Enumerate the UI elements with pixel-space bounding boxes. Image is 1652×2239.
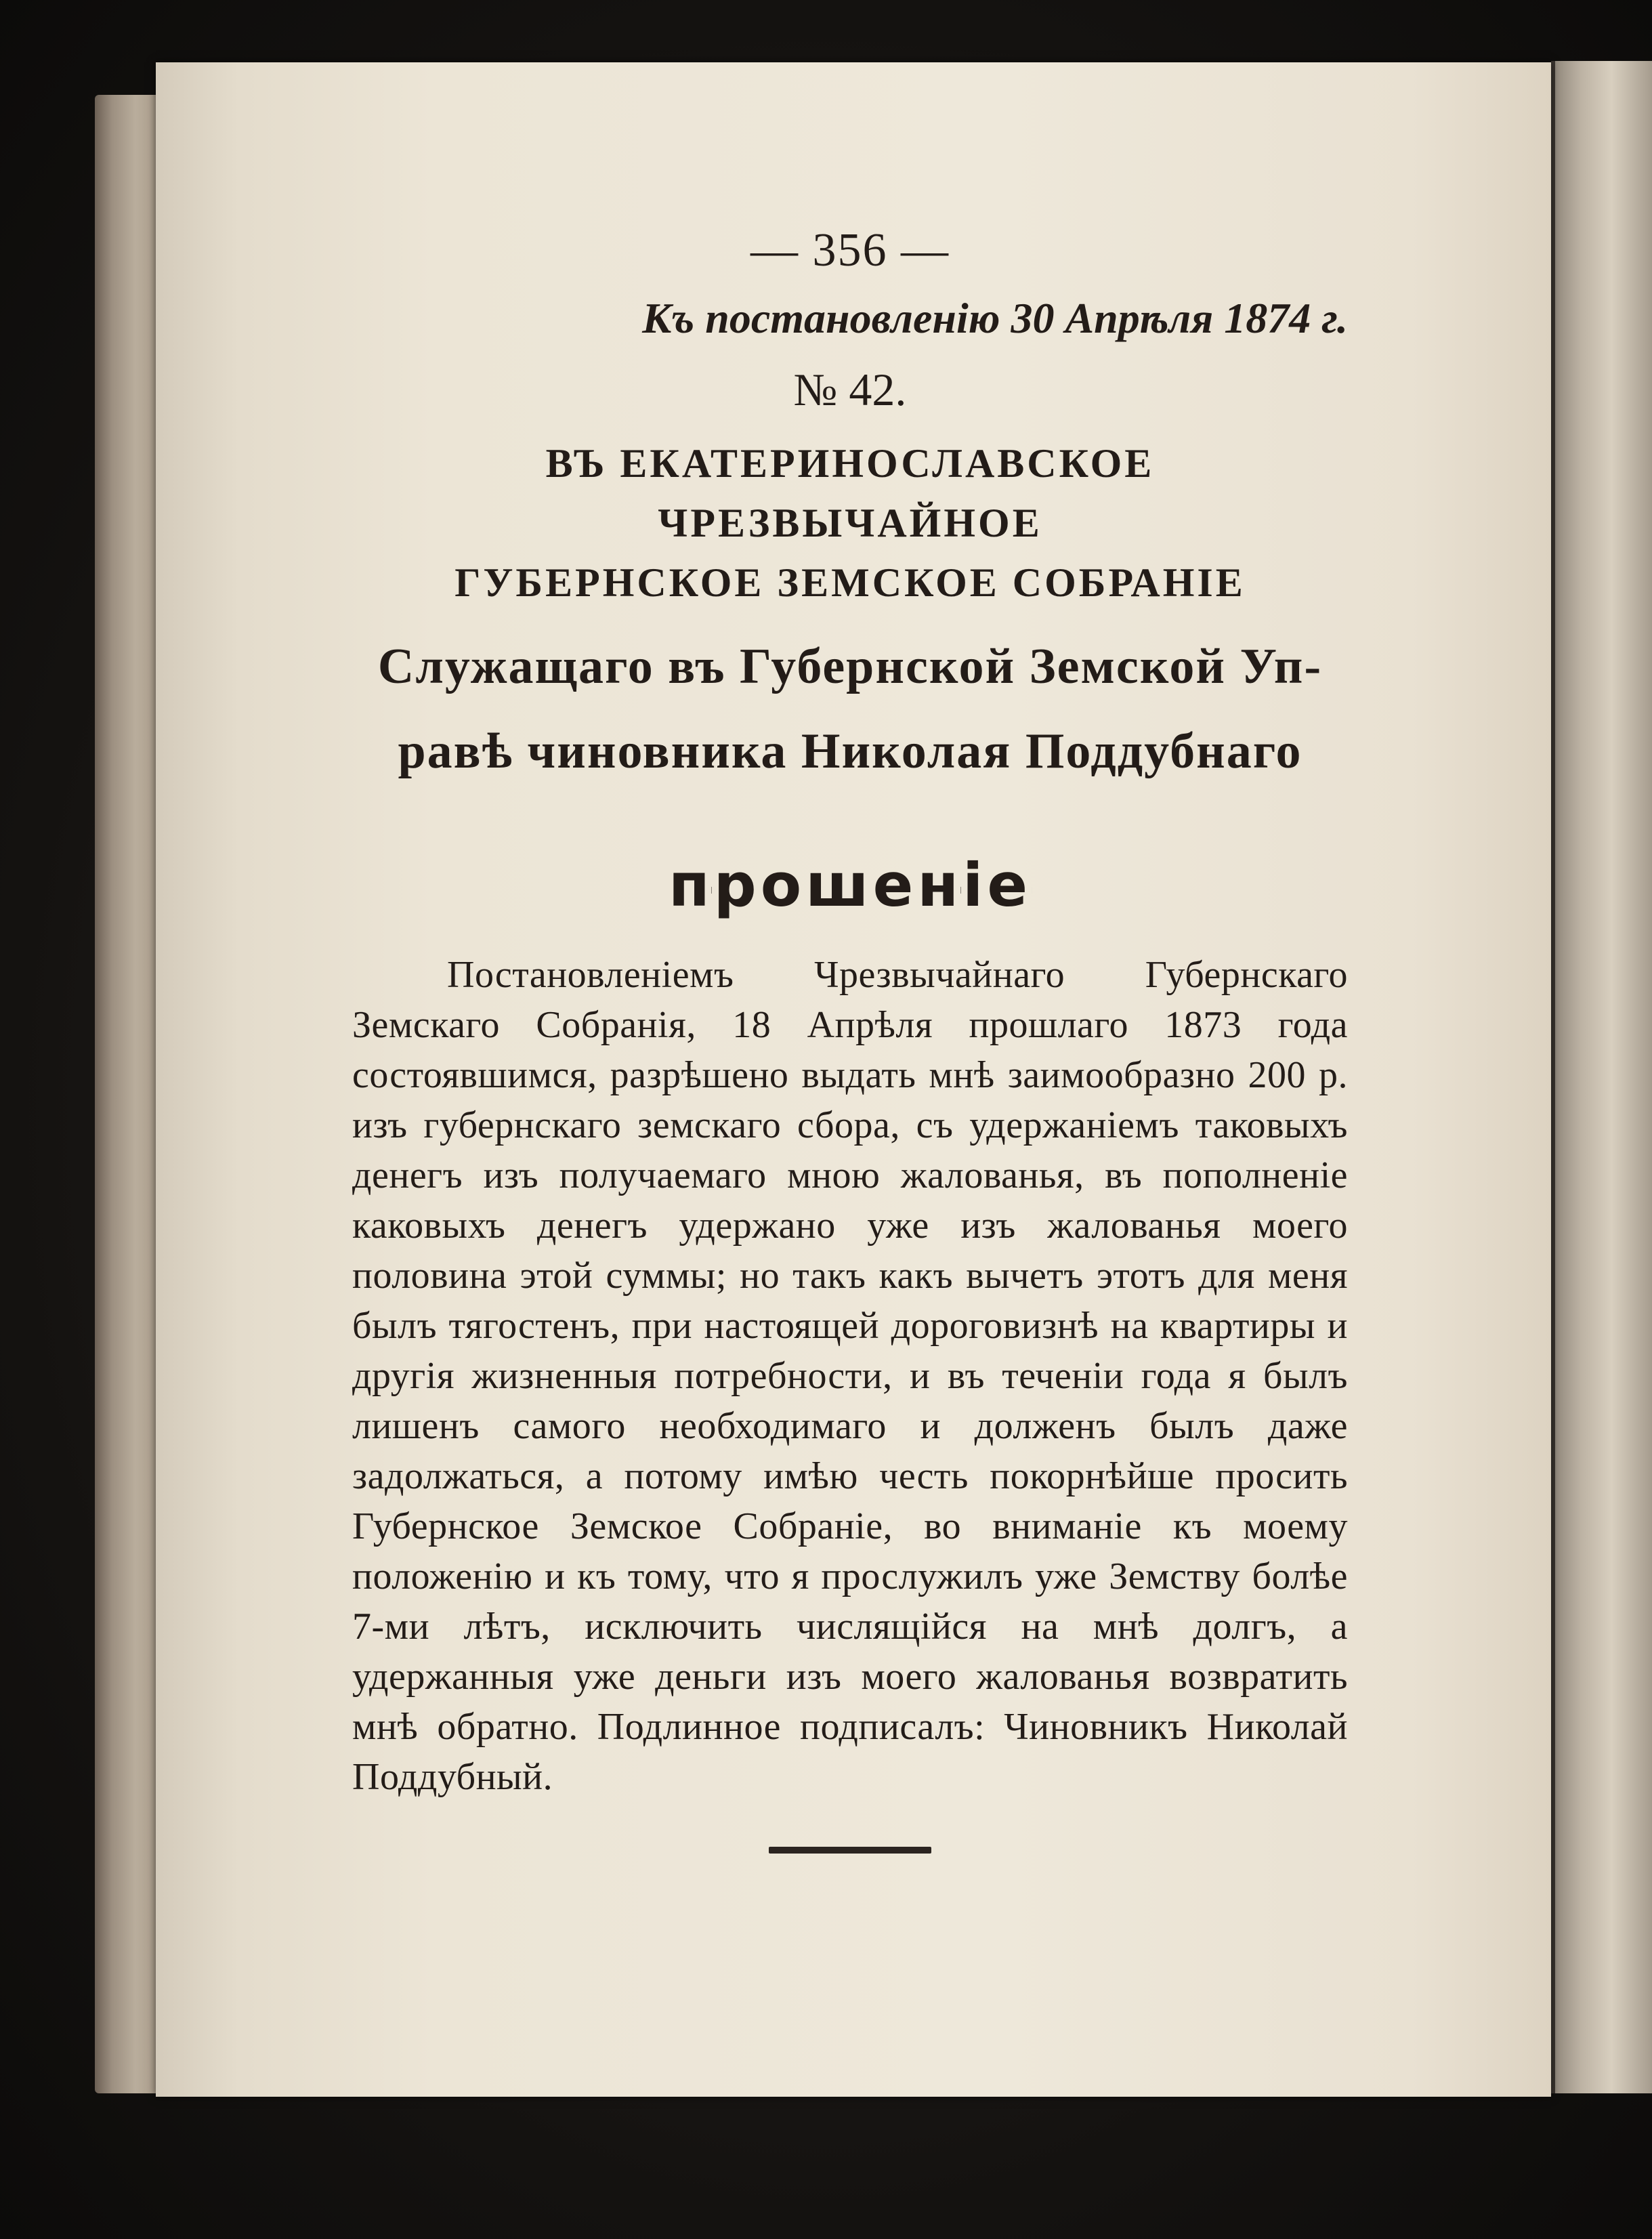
page-number: — 356 — (750, 224, 950, 276)
addressee-line: ВЪ ЕКАТЕРИНОСЛАВСКОЕ ЧРЕЗВЫЧАЙНОЕ (545, 441, 1155, 545)
document-genre-heading: прошеніе (668, 850, 1032, 920)
petition-body: Постановленіемъ Чрезвычайнаго Губернскаго Земскаго Собранія, 18 Апрѣля прошлаго 1873 года состоявшимся, разрѣшено выдать мнѣ заимообразно 200 р. изъ губернскаго земскаго сбора, съ удержаніемъ таковыхъ денегъ изъ получаемаго мною жалованья, въ пополненіе каковыхъ денегъ удержано уже изъ жалованья моего половина этой суммы; но такъ какъ вычетъ этотъ для меня былъ тягостенъ, при настоящей дороговизнѣ на квартиры и другія жизненныя потребности, и въ теченіи года я былъ лишенъ самого необходимаго и долженъ былъ даже задолжаться, а потому имѣю честь покорнѣйше просить Губернское Земское Собраніе, во вниманіе къ моему положенію и къ тому, что я прослужилъ уже Земству болѣе 7-ми лѣтъ, исключить числящійся на мнѣ долгъ, а удержанныя уже деньги изъ моего жалованья возвратить мнѣ обратно. Подлинное подписалъ: Чиновникъ Николай Поддубный. (352, 954, 1348, 1798)
book-page-block-right (1551, 61, 1652, 2093)
book-page-block-left (95, 95, 163, 2093)
sender (352, 625, 1348, 794)
sender-line: равѣ чиновника Николая Поддубнаго (398, 724, 1302, 779)
sender-line: Служащаго въ Губернской Земской Уп- (377, 639, 1323, 694)
document-number: № 42. (793, 364, 907, 415)
resolution-reference: Къ постановленію 30 Апрѣля 1874 г. (642, 294, 1348, 342)
addressee (352, 434, 1348, 612)
page-content (352, 217, 1348, 1854)
addressee-line: ГУБЕРНСКОЕ ЗЕМСКОЕ СОБРАНІЕ (454, 560, 1246, 605)
closing-rule (769, 1847, 931, 1854)
